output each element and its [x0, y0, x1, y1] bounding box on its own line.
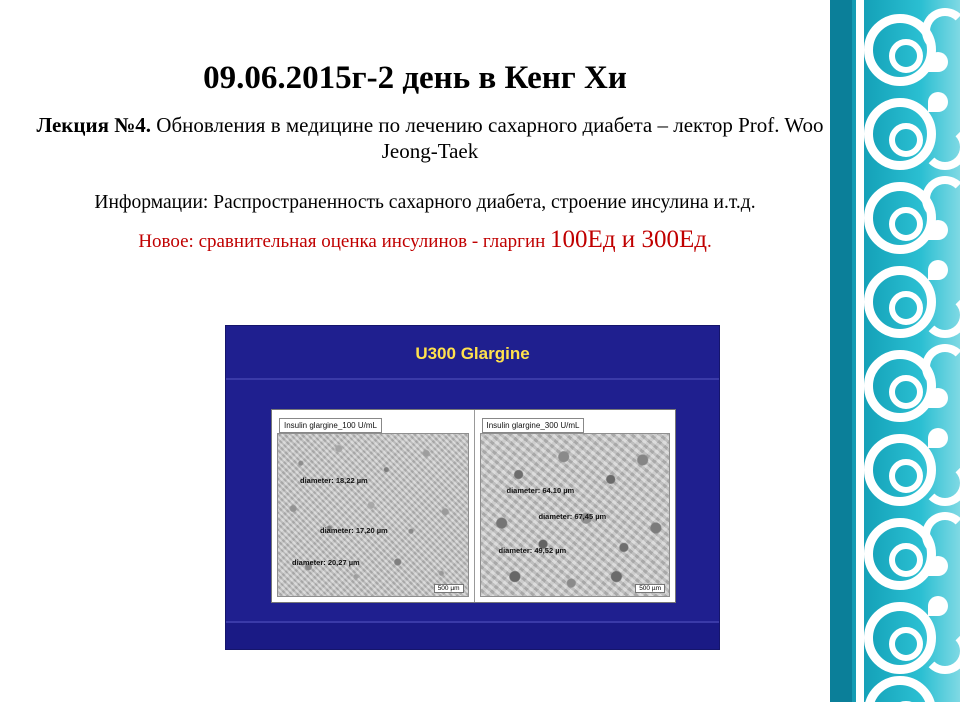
ornament-petal-icon — [928, 596, 948, 616]
panel-label-u300: Insulin glargine_300 U/mL — [482, 418, 585, 433]
ornament-motif — [852, 504, 960, 588]
ornament-bar-icon — [856, 252, 864, 336]
ornament-hook-icon — [922, 292, 960, 338]
ornament-petal-icon — [928, 260, 948, 280]
ornament-petal-icon — [928, 556, 948, 576]
panel-label-u100: Insulin glargine_100 U/mL — [279, 418, 382, 433]
page-title: 09.06.2015г-2 день в Кенг Хи — [203, 60, 627, 96]
ornament-ring-inner-icon — [889, 123, 923, 157]
ornament-hook-icon — [922, 176, 960, 222]
ornament-hook-icon — [922, 512, 960, 558]
figure-u300-glargine — [225, 325, 720, 650]
measure-u100-2: diameter: 17,20 µm — [320, 526, 388, 535]
new-line-prefix: Новое: сравнительная оценка инсулинов - гларгин — [138, 231, 551, 252]
measure-u300-3: diameter: 49,52 µm — [498, 546, 567, 555]
ornament-petal-icon — [928, 220, 948, 240]
ornament-bar-icon — [856, 168, 864, 252]
ornament-bar-icon — [856, 504, 864, 588]
ornament-left-strip — [830, 0, 852, 720]
ornament-ring-inner-icon — [889, 207, 923, 241]
panel-u100 — [272, 410, 474, 602]
ornament-bar-icon — [856, 336, 864, 420]
ornament-motif — [852, 252, 960, 336]
ornament-motif — [852, 84, 960, 168]
ornament-bar-icon — [856, 84, 864, 168]
micrograph-u300 — [480, 433, 671, 597]
ornament-petal-icon — [928, 428, 948, 448]
ornament-bar-icon — [856, 0, 864, 84]
ornament-ring-inner-icon — [889, 543, 923, 577]
lecture-number: Лекция №4. — [36, 113, 152, 137]
micrograph-u100 — [277, 433, 469, 597]
ornament-ring-inner-icon — [889, 39, 923, 73]
lecture-subtitle — [30, 112, 830, 165]
ornament-bar-icon — [856, 588, 864, 672]
ornament-petal-icon — [928, 388, 948, 408]
measure-u300-1: diameter: 64.10 µm — [506, 486, 575, 495]
dose-300: 300Ед — [641, 226, 707, 253]
ornament-hook-icon — [922, 8, 960, 54]
figure-footer — [226, 621, 719, 649]
ornament-ring-inner-icon — [889, 291, 923, 325]
figure-panels — [271, 409, 676, 603]
panel-u300 — [474, 410, 676, 602]
ornament-hook-icon — [922, 628, 960, 674]
measure-u300-2: diameter: 67,45 µm — [538, 512, 607, 521]
new-line-suffix: . — [706, 231, 712, 252]
ornament-pattern — [852, 0, 960, 720]
info-line: Информации: Распространенность сахарного диабета, строение инсулина и.т.д. — [94, 192, 756, 213]
ornament-motif — [852, 168, 960, 252]
ornament-motif — [852, 420, 960, 504]
measure-u100-1: diameter: 18,22 µm — [300, 476, 368, 485]
scalebar-u100: 500 µm — [434, 584, 464, 593]
measure-u100-3: diameter: 20,27 µm — [292, 558, 360, 567]
ornament-motif — [852, 0, 960, 84]
ornament-hook-icon — [922, 124, 960, 170]
decorative-ornament-band — [830, 0, 960, 720]
ornament-ring-inner-icon — [889, 375, 923, 409]
ornament-ring-inner-icon — [889, 459, 923, 493]
new-line-conj: и — [615, 226, 642, 253]
new-line — [20, 226, 830, 254]
slide-bottom-margin — [0, 702, 960, 720]
ornament-hook-icon — [922, 344, 960, 390]
ornament-petal-icon — [928, 92, 948, 112]
ornament-ring-inner-icon — [889, 627, 923, 661]
ornament-petal-icon — [928, 52, 948, 72]
figure-divider — [226, 378, 719, 380]
lecture-subtitle-text: Обновления в медицине по лечению сахарного диабета – лектор Prof. Woo Jeong-Taek — [151, 113, 824, 164]
ornament-bar-icon — [856, 420, 864, 504]
ornament-motif — [852, 336, 960, 420]
ornament-hook-icon — [922, 460, 960, 506]
ornament-motif — [852, 588, 960, 672]
dose-100: 100Ед — [550, 226, 616, 253]
scalebar-u300: 500 µm — [635, 584, 665, 593]
figure-title: U300 Glargine — [415, 344, 530, 363]
